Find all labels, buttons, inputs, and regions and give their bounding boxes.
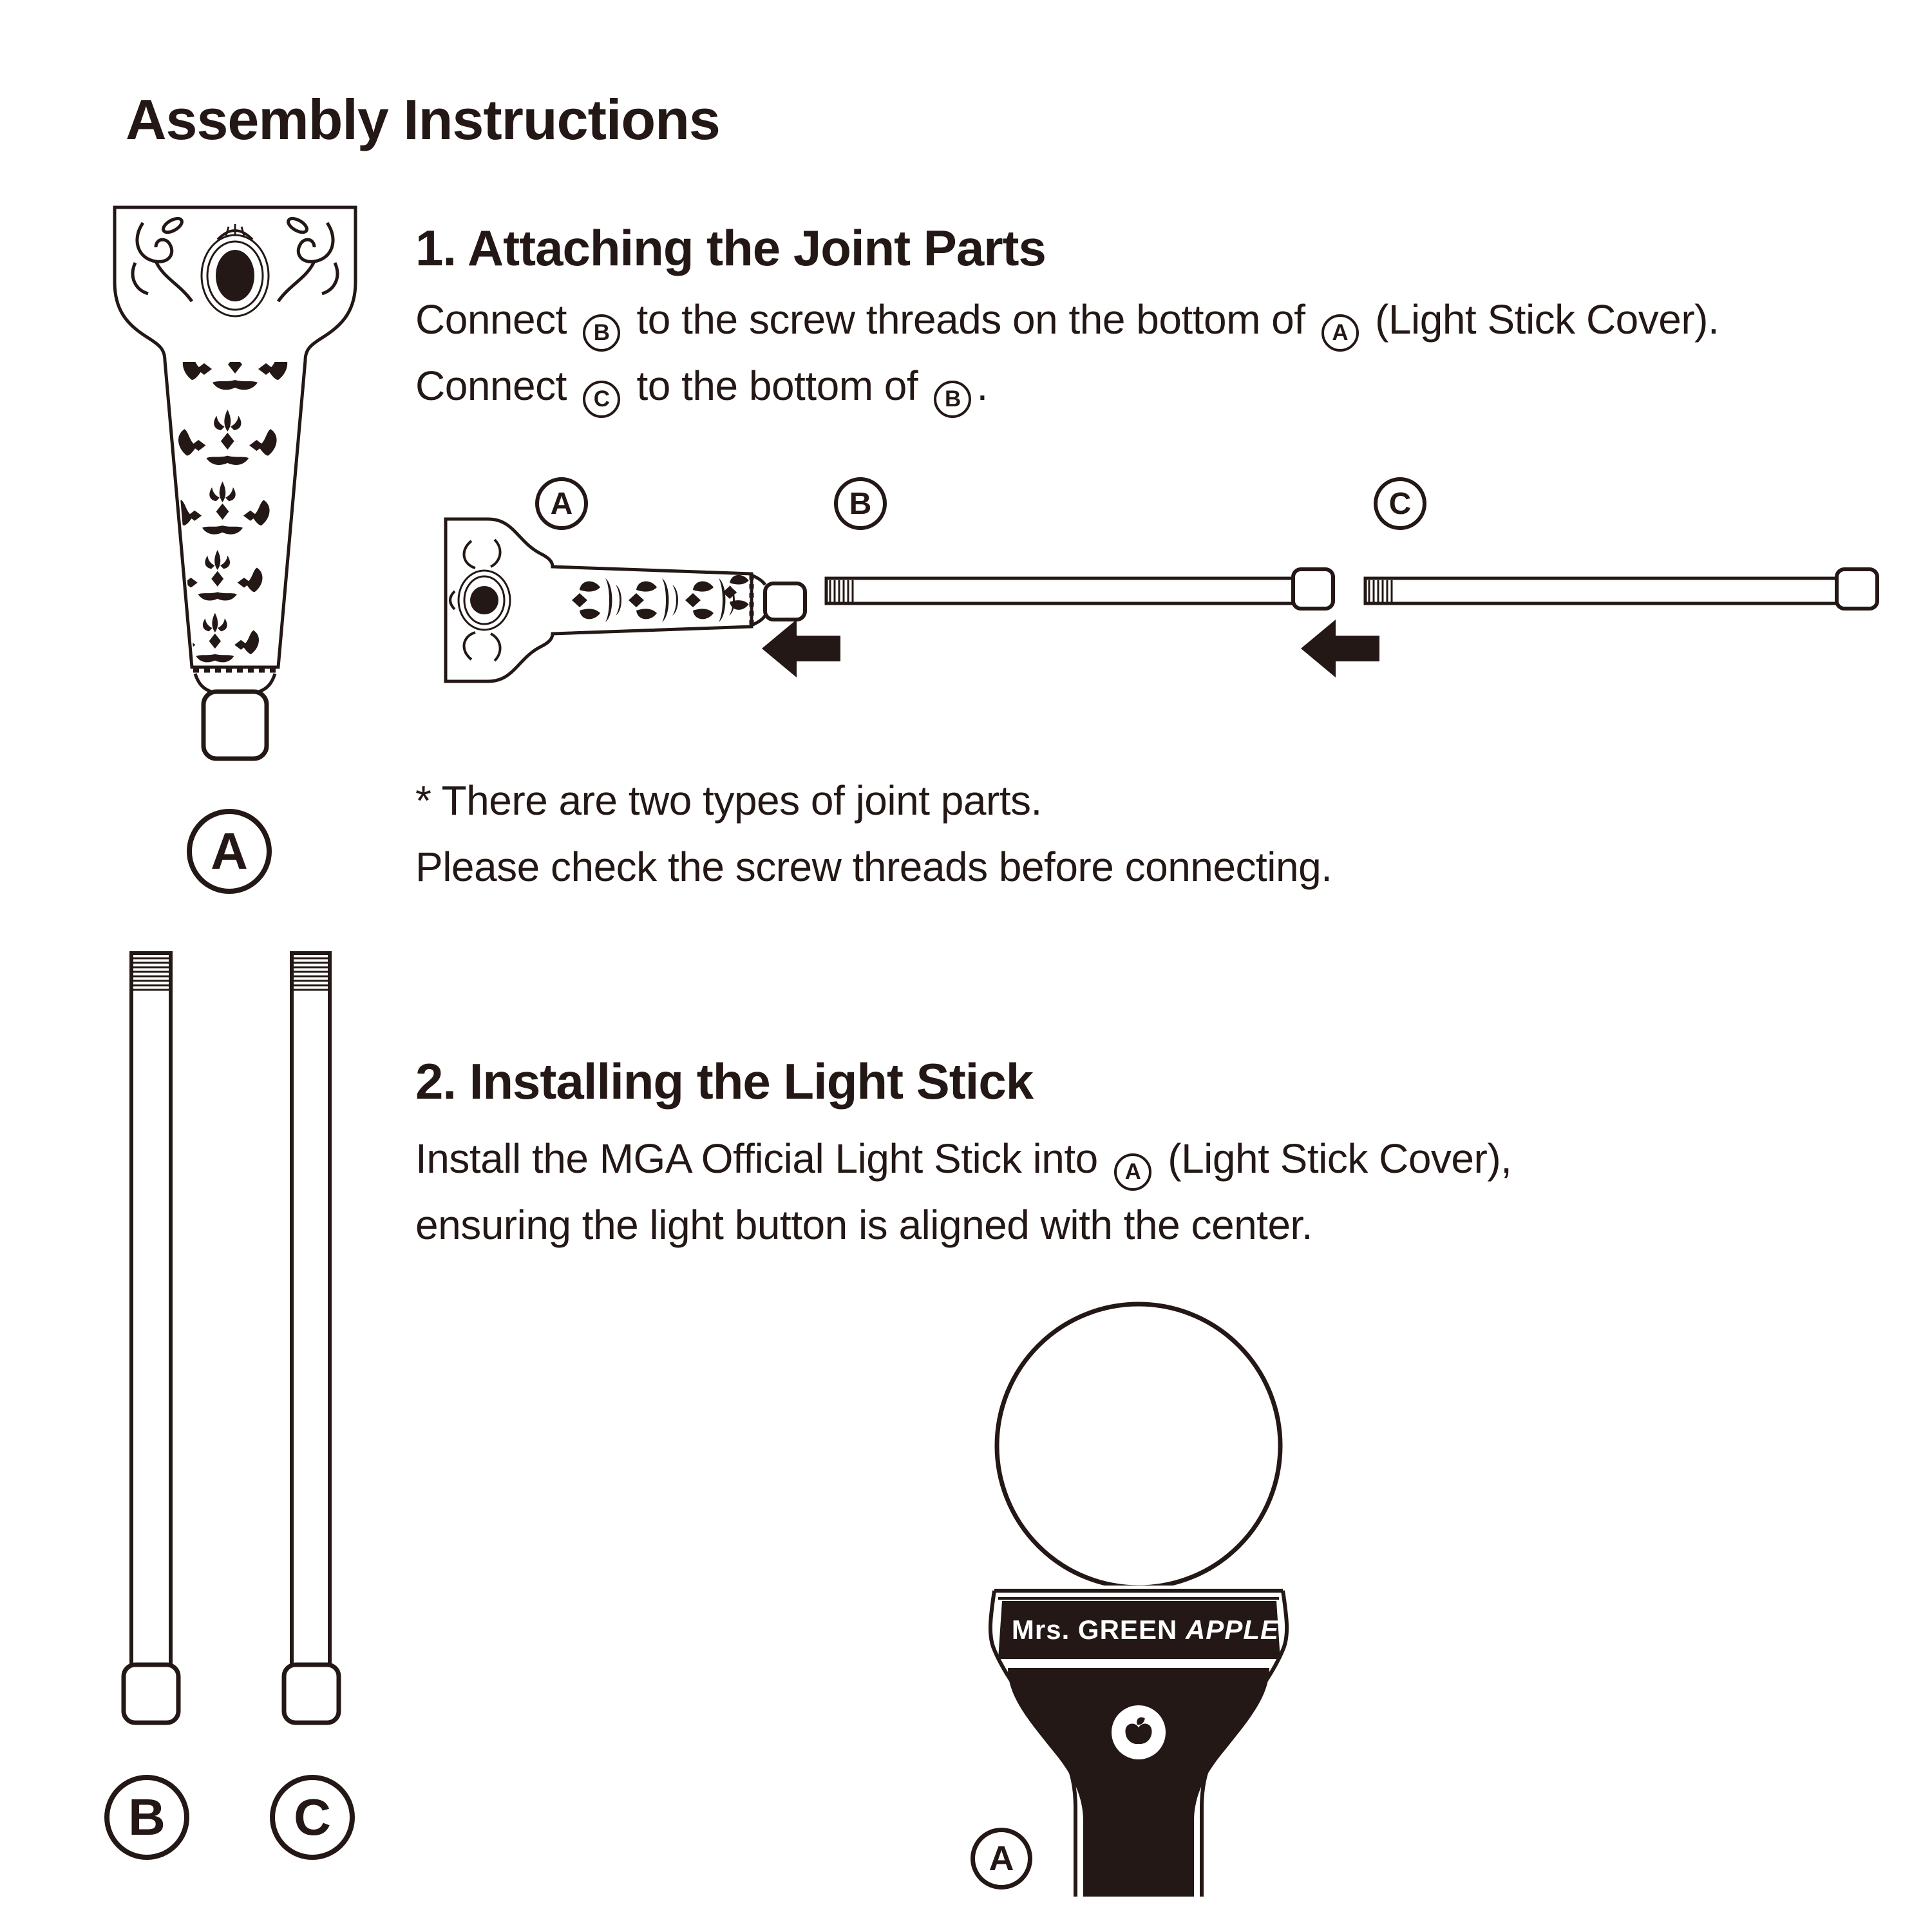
cover-part-label-a: A bbox=[187, 809, 272, 894]
rod-c-illustration bbox=[284, 953, 339, 1723]
page-title: Assembly Instructions bbox=[126, 88, 720, 151]
diagram-rod-c bbox=[1365, 569, 1877, 609]
diagram-label-part-b: B bbox=[834, 477, 887, 530]
lightstick-illustration bbox=[934, 1288, 1352, 1900]
joint-assembly-diagram bbox=[412, 502, 1913, 702]
diagram-cover-connector bbox=[765, 583, 805, 620]
diagram-label-part-a: A bbox=[535, 477, 588, 530]
inline-circled-letter: A bbox=[1321, 314, 1359, 352]
section2-instruction-line2: ensuring the light button is aligned with the center. bbox=[415, 1202, 1313, 1248]
joint-rods-illustration bbox=[116, 947, 348, 1732]
diagram-cover-part bbox=[446, 519, 805, 681]
brand-band-content bbox=[1002, 1601, 1279, 1659]
section1-instruction-line1: Connect B to the screw threads on the bottom of A (Light Stick Cover). bbox=[415, 287, 1719, 353]
section2-instruction-line1: Install the MGA Official Light Stick into A (Light Stick Cover), bbox=[415, 1126, 1511, 1192]
section1-note-line1: * There are two types of joint parts. bbox=[415, 777, 1042, 824]
inline-circled-letter: B bbox=[934, 381, 971, 418]
section1-note-line2: Please check the screw threads before connecting. bbox=[415, 844, 1332, 890]
brand-name-text: Mrs. GREEN APPLE bbox=[1011, 1615, 1279, 1645]
lightstick-handle bbox=[1008, 1668, 1269, 1897]
inline-circled-letter: B bbox=[583, 314, 620, 352]
section1-instruction-line2: Connect C to the bottom of B . bbox=[415, 353, 988, 419]
section2-heading: 2. Installing the Light Stick bbox=[415, 1053, 1034, 1110]
connect-arrow-right-icon bbox=[1301, 620, 1379, 677]
diagram-label-part-c: C bbox=[1374, 477, 1426, 530]
light-stick-cover-illustration bbox=[109, 200, 361, 766]
lightstick-ball bbox=[997, 1304, 1280, 1587]
section1-heading: 1. Attaching the Joint Parts bbox=[415, 220, 1046, 276]
lightstick-label-a: A bbox=[971, 1828, 1032, 1889]
cover-bottom-connector bbox=[204, 692, 267, 759]
inline-circled-letter: A bbox=[1114, 1153, 1151, 1191]
mga-apple-logo-small-icon bbox=[1002, 1617, 1003, 1643]
connect-arrow-left-icon bbox=[762, 620, 840, 677]
mga-apple-logo-icon bbox=[1112, 1705, 1166, 1759]
rod-part-label-c: C bbox=[270, 1775, 355, 1860]
rod-b-illustration bbox=[124, 953, 178, 1723]
rod-part-label-b: B bbox=[104, 1775, 189, 1860]
diagram-rod-b bbox=[826, 569, 1333, 609]
inline-circled-letter: C bbox=[583, 381, 620, 418]
